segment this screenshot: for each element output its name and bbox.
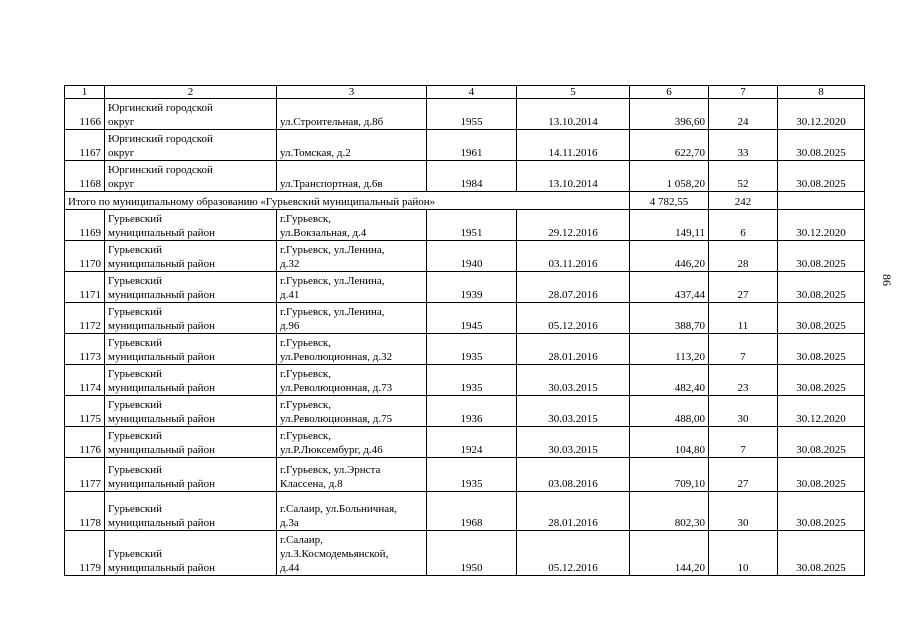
column-number-row (65, 86, 865, 99)
table-row (65, 210, 865, 241)
column-number: 3 (277, 86, 427, 99)
address (277, 210, 427, 241)
address-line: ул.Транспортная, д.6в (280, 178, 383, 190)
total-area: 4 782,55 (630, 192, 709, 210)
quantity: 11 (709, 303, 778, 334)
date: 13.10.2014 (517, 161, 630, 192)
date: 03.11.2016 (517, 241, 630, 272)
quantity: 7 (709, 427, 778, 458)
address (277, 458, 427, 492)
quantity: 10 (709, 531, 778, 576)
total-deadline (778, 192, 865, 210)
municipality (105, 396, 277, 427)
quantity: 6 (709, 210, 778, 241)
table-row (65, 427, 865, 458)
address (277, 303, 427, 334)
registry-table (64, 85, 865, 576)
deadline: 30.08.2025 (778, 531, 865, 576)
address (277, 365, 427, 396)
address (277, 334, 427, 365)
municipality-line: Гурьевский (108, 399, 162, 411)
table-row (65, 161, 865, 192)
area: 482,40 (630, 365, 709, 396)
table-row (65, 241, 865, 272)
date: 14.11.2016 (517, 130, 630, 161)
row-number: 1171 (65, 272, 105, 303)
table-row (65, 396, 865, 427)
address (277, 99, 427, 130)
row-number: 1170 (65, 241, 105, 272)
municipality-line: муниципальный район (108, 258, 215, 270)
municipality (105, 365, 277, 396)
date: 03.08.2016 (517, 458, 630, 492)
area: 437,44 (630, 272, 709, 303)
date: 28.01.2016 (517, 492, 630, 531)
municipality-line: Юргинский городской (108, 102, 213, 114)
row-number: 1172 (65, 303, 105, 334)
row-number: 1175 (65, 396, 105, 427)
municipality-line: Гурьевский (108, 464, 162, 476)
municipality-line: муниципальный район (108, 351, 215, 363)
deadline: 30.08.2025 (778, 161, 865, 192)
column-number: 7 (709, 86, 778, 99)
address (277, 130, 427, 161)
area: 104,80 (630, 427, 709, 458)
address (277, 241, 427, 272)
address (277, 492, 427, 531)
column-number: 6 (630, 86, 709, 99)
quantity: 52 (709, 161, 778, 192)
municipality-line: Гурьевский (108, 548, 162, 560)
table-row (65, 272, 865, 303)
municipality-line: Гурьевский (108, 275, 162, 287)
address (277, 427, 427, 458)
date: 28.01.2016 (517, 334, 630, 365)
row-number: 1169 (65, 210, 105, 241)
municipality (105, 161, 277, 192)
build-year: 1951 (427, 210, 517, 241)
municipality-line: округ (108, 178, 135, 190)
area: 396,60 (630, 99, 709, 130)
quantity: 27 (709, 272, 778, 303)
address-line: г.Гурьевск, ул.Ленина, (280, 306, 385, 318)
municipality-line: Гурьевский (108, 430, 162, 442)
municipality (105, 130, 277, 161)
address-line: ул.Революционная, д.32 (280, 351, 393, 363)
address-line: г.Гурьевск, (280, 430, 331, 442)
municipality (105, 303, 277, 334)
row-number: 1178 (65, 492, 105, 531)
quantity: 33 (709, 130, 778, 161)
deadline: 30.08.2025 (778, 303, 865, 334)
municipality-line: муниципальный район (108, 320, 215, 332)
area: 802,30 (630, 492, 709, 531)
deadline: 30.08.2025 (778, 492, 865, 531)
municipality (105, 492, 277, 531)
table-row (65, 365, 865, 396)
build-year: 1939 (427, 272, 517, 303)
column-number: 8 (778, 86, 865, 99)
deadline: 30.08.2025 (778, 241, 865, 272)
municipality (105, 99, 277, 130)
address-line: д.32 (280, 258, 300, 270)
address-line: д.3а (280, 517, 299, 529)
build-year: 1935 (427, 458, 517, 492)
date: 05.12.2016 (517, 531, 630, 576)
table-row (65, 303, 865, 334)
date: 30.03.2015 (517, 396, 630, 427)
total-label: Итого по муниципальному образованию «Гурьевский муниципальный район» (65, 192, 630, 210)
area: 709,10 (630, 458, 709, 492)
area: 622,70 (630, 130, 709, 161)
total-quantity: 242 (709, 192, 778, 210)
row-number: 1166 (65, 99, 105, 130)
address-line: ул.Революционная, д.73 (280, 382, 393, 394)
quantity: 27 (709, 458, 778, 492)
deadline: 30.12.2020 (778, 210, 865, 241)
municipality-line: Гурьевский (108, 337, 162, 349)
municipality (105, 210, 277, 241)
address-line: г.Гурьевск, (280, 368, 331, 380)
municipality-line: Гурьевский (108, 306, 162, 318)
build-year: 1961 (427, 130, 517, 161)
address-line: г.Гурьевск, (280, 399, 331, 411)
date: 30.03.2015 (517, 427, 630, 458)
area: 488,00 (630, 396, 709, 427)
address-line: г.Гурьевск, ул.Ленина, (280, 244, 385, 256)
municipality-line: Гурьевский (108, 244, 162, 256)
municipality-line: Гурьевский (108, 503, 162, 515)
table-row (65, 99, 865, 130)
date: 28.07.2016 (517, 272, 630, 303)
municipality (105, 458, 277, 492)
address-line: г.Гурьевск, (280, 213, 331, 225)
table-row (65, 334, 865, 365)
address-line: ул.З.Космодемьянской, (280, 548, 389, 560)
table-row (65, 458, 865, 492)
address-line: г.Гурьевск, ул.Ленина, (280, 275, 385, 287)
quantity: 23 (709, 365, 778, 396)
table-row (65, 531, 865, 576)
build-year: 1955 (427, 99, 517, 130)
date: 30.03.2015 (517, 365, 630, 396)
address (277, 531, 427, 576)
municipality (105, 272, 277, 303)
column-number: 4 (427, 86, 517, 99)
quantity: 28 (709, 241, 778, 272)
deadline: 30.08.2025 (778, 365, 865, 396)
address-line: ул.Строительная, д.8б (280, 116, 384, 128)
municipality (105, 334, 277, 365)
row-number: 1179 (65, 531, 105, 576)
municipality-line: муниципальный район (108, 413, 215, 425)
area: 446,20 (630, 241, 709, 272)
deadline: 30.08.2025 (778, 130, 865, 161)
area: 149,11 (630, 210, 709, 241)
build-year: 1940 (427, 241, 517, 272)
quantity: 30 (709, 396, 778, 427)
build-year: 1945 (427, 303, 517, 334)
column-number: 5 (517, 86, 630, 99)
municipality (105, 241, 277, 272)
deadline: 30.08.2025 (778, 272, 865, 303)
area: 1 058,20 (630, 161, 709, 192)
row-number: 1173 (65, 334, 105, 365)
column-number: 1 (65, 86, 105, 99)
municipality-line: муниципальный район (108, 478, 215, 490)
build-year: 1968 (427, 492, 517, 531)
date: 05.12.2016 (517, 303, 630, 334)
address-line: ул.Р.Люксембург, д.46 (280, 444, 383, 456)
deadline: 30.08.2025 (778, 334, 865, 365)
municipality-line: муниципальный район (108, 382, 215, 394)
build-year: 1984 (427, 161, 517, 192)
quantity: 7 (709, 334, 778, 365)
build-year: 1950 (427, 531, 517, 576)
build-year: 1935 (427, 334, 517, 365)
address-line: г.Салаир, ул.Больничная, (280, 503, 397, 515)
row-number: 1174 (65, 365, 105, 396)
municipality-line: муниципальный район (108, 562, 215, 574)
municipality-line: Юргинский городской (108, 133, 213, 145)
address-line: ул.Вокзальная, д.4 (280, 227, 367, 239)
address-line: г.Салаир, (280, 534, 323, 546)
municipality-line: муниципальный район (108, 444, 215, 456)
area: 144,20 (630, 531, 709, 576)
municipality-line: Гурьевский (108, 213, 162, 225)
address-line: г.Гурьевск, (280, 337, 331, 349)
address-line: ул.Томская, д.2 (280, 147, 351, 159)
area: 113,20 (630, 334, 709, 365)
address-line: д.44 (280, 562, 300, 574)
municipality-line: муниципальный район (108, 227, 215, 239)
address (277, 396, 427, 427)
municipality (105, 531, 277, 576)
area: 388,70 (630, 303, 709, 334)
build-year: 1936 (427, 396, 517, 427)
table-row (65, 130, 865, 161)
municipality-line: Гурьевский (108, 368, 162, 380)
row-number: 1177 (65, 458, 105, 492)
quantity: 30 (709, 492, 778, 531)
deadline: 30.08.2025 (778, 427, 865, 458)
date: 13.10.2014 (517, 99, 630, 130)
date: 29.12.2016 (517, 210, 630, 241)
municipality-line: Юргинский городской (108, 164, 213, 176)
municipality (105, 427, 277, 458)
row-number: 1176 (65, 427, 105, 458)
build-year: 1935 (427, 365, 517, 396)
deadline: 30.08.2025 (778, 458, 865, 492)
address-line: ул.Революционная, д.75 (280, 413, 393, 425)
municipality-line: муниципальный район (108, 517, 215, 529)
quantity: 24 (709, 99, 778, 130)
address (277, 161, 427, 192)
address-line: д.41 (280, 289, 300, 301)
address-line: Классена, д.8 (280, 478, 343, 490)
page-number: 86 (880, 274, 894, 286)
total-row (65, 192, 865, 210)
address (277, 272, 427, 303)
deadline: 30.12.2020 (778, 396, 865, 427)
address-line: г.Гурьевск, ул.Эрнста (280, 464, 381, 476)
municipality-line: округ (108, 116, 135, 128)
deadline: 30.12.2020 (778, 99, 865, 130)
row-number: 1168 (65, 161, 105, 192)
municipality-line: муниципальный район (108, 289, 215, 301)
municipality-line: округ (108, 147, 135, 159)
table-row (65, 492, 865, 531)
column-number: 2 (105, 86, 277, 99)
address-line: д.96 (280, 320, 300, 332)
row-number: 1167 (65, 130, 105, 161)
build-year: 1924 (427, 427, 517, 458)
